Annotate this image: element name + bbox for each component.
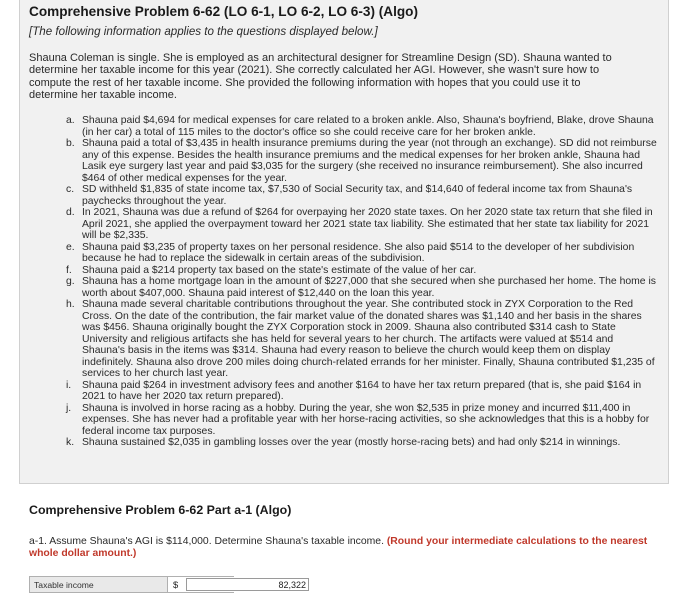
- list-item: [66, 138, 658, 184]
- list-item-marker: g.: [66, 276, 75, 287]
- taxable-income-input[interactable]: [186, 578, 309, 591]
- list-item: [66, 184, 658, 207]
- question-text: [29, 536, 669, 560]
- list-item: [66, 437, 658, 449]
- answer-row: [29, 576, 234, 593]
- list-item-marker: e.: [66, 241, 75, 253]
- question-prefix: a-1. Assume Shauna's AGI is $114,000. Determine Shauna's taxable income.: [29, 536, 387, 547]
- list-item-marker: b.: [66, 138, 75, 149]
- list-item-marker: c.: [66, 184, 75, 195]
- facts-list: [66, 115, 658, 449]
- list-item-marker: h.: [66, 299, 75, 310]
- list-item-marker: i.: [66, 379, 72, 391]
- currency-symbol: $: [173, 579, 179, 590]
- answer-label: Taxable income: [34, 579, 94, 590]
- list-item: [66, 276, 658, 299]
- question-emphasis: (Round your intermediate calculations to the nearest whole dollar amount.): [29, 536, 648, 560]
- problem-subtitle: [The following information applies to the questions displayed below.]: [29, 25, 378, 38]
- problem-title: Comprehensive Problem 6-62 (LO 6-1, LO 6-2, LO 6-3) (Algo): [29, 4, 419, 19]
- list-item-text: Shauna paid a $214 property tax based on the state's estimate of the value of her car.: [82, 264, 477, 276]
- list-item-text: Shauna sustained $2,035 in gambling losses over the year (mostly horse-racing bets) and had only $214 in winnings.: [82, 437, 621, 448]
- list-item-marker: j.: [66, 402, 72, 414]
- list-item-text: In 2021, Shauna was due a refund of $264 for overpaying her 2020 state taxes. On her 2020 state tax return that she filed in April 2021, she applied the overpayment toward her 2021 state tax liability. She estimated that her state tax liability for 2021 will be $2,335.: [82, 207, 653, 241]
- list-item-marker: a.: [66, 115, 75, 126]
- intro-paragraph: Shauna Coleman is single. She is employed as an architectural designer for Streamline Design (SD). Shauna wanted to determine her taxable income for this year (2021). She correctly calculated her AGI. However, she wasn't sure how to compute the rest of her taxable income. She provided the following information with hopes that you could use it to determine her taxable income.: [29, 52, 612, 101]
- list-item: [66, 265, 658, 277]
- list-item-marker: d.: [66, 207, 75, 218]
- list-item-marker: k.: [66, 437, 75, 448]
- list-item-text: Shauna paid $3,235 of property taxes on her personal residence. She also paid $514 to the developer of her subdivision because he had to replace the sidewalk in certain areas of the subdivision.: [82, 241, 635, 264]
- list-item: [66, 115, 658, 138]
- list-item: [66, 403, 658, 438]
- part-title: Comprehensive Problem 6-62 Part a-1 (Algo): [29, 503, 292, 517]
- list-item-marker: f.: [66, 264, 72, 276]
- list-item-text: Shauna paid a total of $3,435 in health insurance premiums during the year (not through an exchange). SD did not reimburse any of this expense. Besides the health insurance premiums and the medical expenses for her broken ankle, Shauna had Lasik eye surgery last year and paid $3,035 for the surgery (she received no insurance reimbursement). She also incurred $464 of other medical expenses for the year.: [82, 138, 657, 184]
- answer-cell: [167, 577, 313, 592]
- list-item: [66, 207, 658, 242]
- list-item: [66, 299, 658, 380]
- list-item-text: Shauna has a home mortgage loan in the amount of $227,000 that she secured when she purchased her home. The home is worth about $407,000. Shauna paid interest of $12,440 on the loan this year.: [82, 276, 656, 299]
- list-item-text: Shauna made several charitable contributions throughout the year. She contributed stock in ZYX Corporation to the Red Cross. On the date of the contribution, the fair market value of the donated shares was $1,140 and her basis in the shares was $456. Shauna originally bought the ZYX Corporation stock in 2009. Shauna also contributed $314 cash to State University and religious artifacts she has held for several years to her church. The artifacts were valued at $514 and Shauna's basis in the items was $314. Shauna had every reason to believe the church would keep them on display indefinitely. Shauna also drove 200 miles doing church-related errands for her minister. Finally, Shauna contributed $1,235 of services to her church last year.: [82, 299, 655, 379]
- list-item-text: Shauna paid $264 in investment advisory fees and another $164 to have her tax return prepared (that is, she paid $164 in 2021 to have her 2020 tax return prepared).: [82, 379, 642, 402]
- list-item-text: Shauna is involved in horse racing as a hobby. During the year, she won $2,535 in prize money and incurred $11,400 in expenses. She has never had a profitable year with her horse-racing activities, so she acknowledges that this is a hobby for federal income tax purposes.: [82, 402, 650, 437]
- list-item: [66, 380, 658, 403]
- list-item-text: SD withheld $1,835 of state income tax, $7,530 of Social Security tax, and $14,640 of federal income tax from Shauna's paychecks throughout the year.: [82, 184, 633, 207]
- list-item: [66, 242, 658, 265]
- list-item-text: Shauna paid $4,694 for medical expenses for care related to a broken ankle. Also, Shauna's boyfriend, Blake, drove Shauna (in her car) a total of 115 miles to the doctor's office so she could receive care for her broken ankle.: [82, 115, 654, 138]
